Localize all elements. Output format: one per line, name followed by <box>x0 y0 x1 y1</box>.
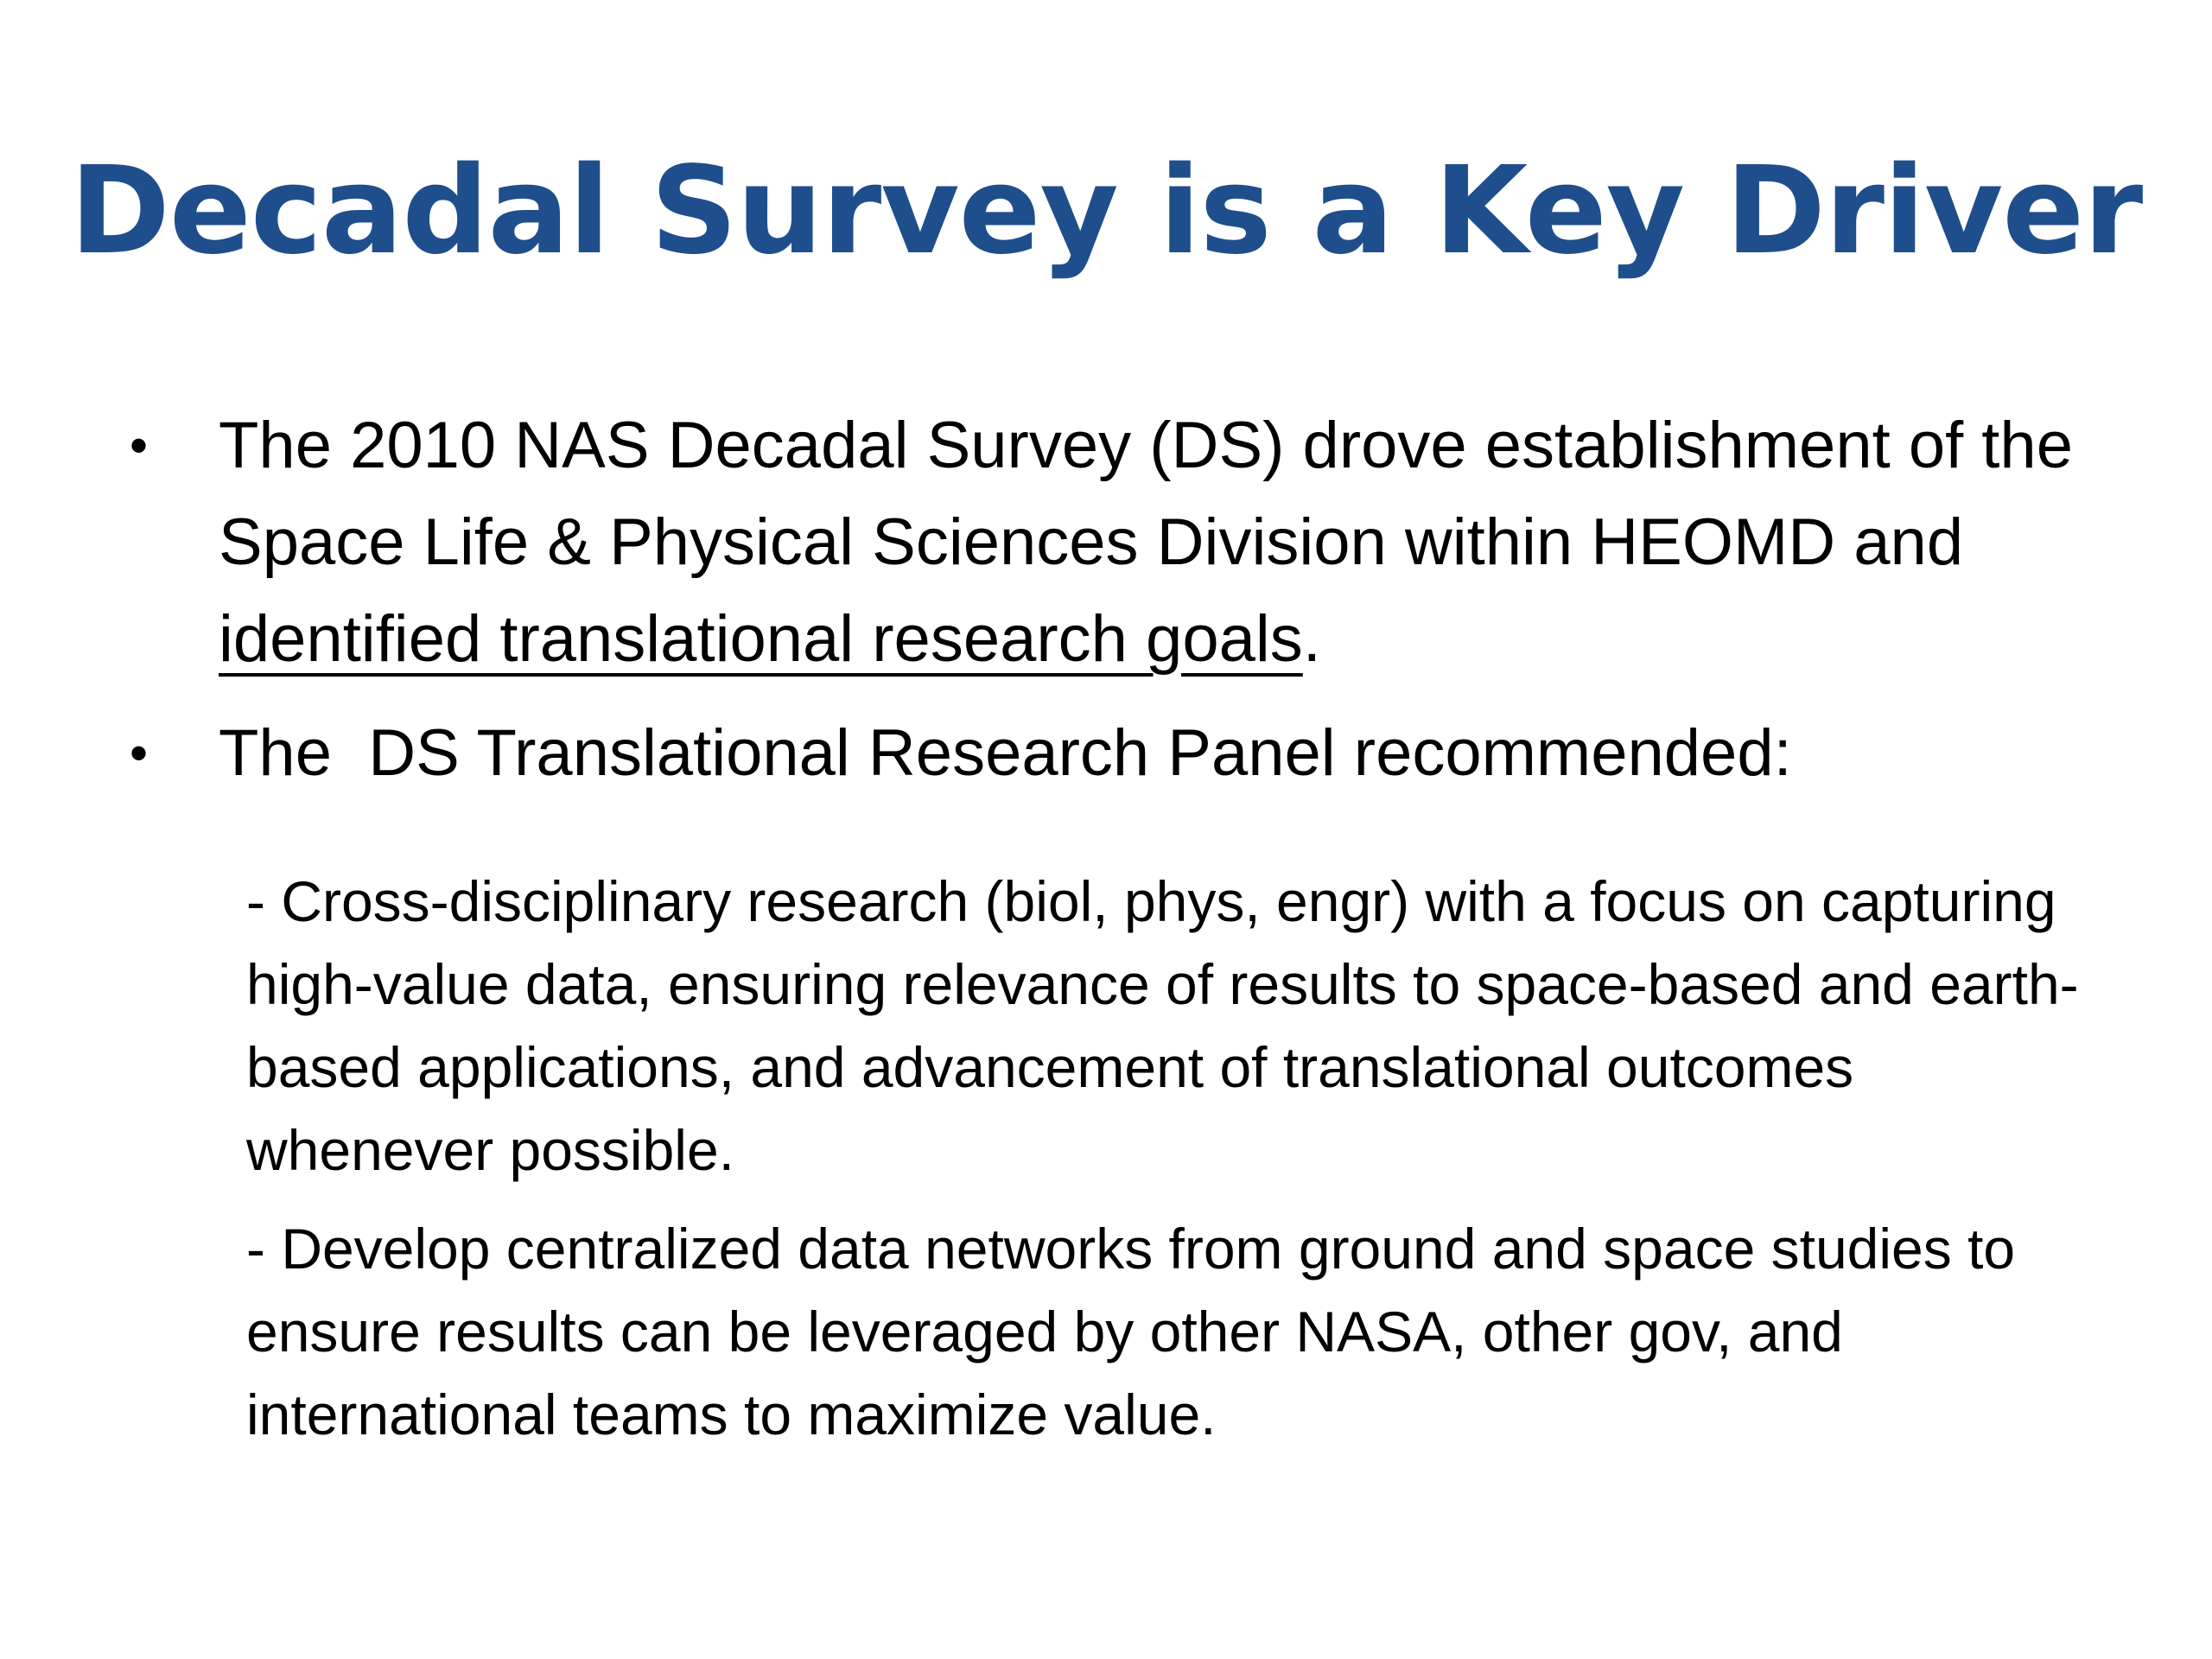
sub-point-list <box>246 860 2104 1456</box>
underlined-phrase: identified translational research goals <box>219 602 1303 676</box>
bullet-marker: • <box>130 724 149 782</box>
bullet-text-end: . <box>1302 602 1321 676</box>
bullet-marker: • <box>130 416 149 474</box>
bullet-list <box>130 397 2082 802</box>
sub-point-cross-disciplinary: - Cross-disciplinary research (biol, phys, engr) with a focus on capturing high-value data, ensuring relevance of results to space-based and earth-based applications, and advancement of translational outcomes whenever possible. <box>246 869 2079 1182</box>
bullet-item-panel-recommended <box>130 705 2082 802</box>
sub-point-data-networks: - Develop centralized data networks from ground and space studies to ensure results can be leveraged by other NASA, other gov, and international teams to maximize value. <box>246 1217 2016 1446</box>
bullet-text-start: The 2010 NAS Decadal Survey (DS) drove establishment of the Space Life & Physical Sciences Division within HEOMD and <box>219 409 2073 579</box>
bullet-text: The DS Translational Research Panel recommended: <box>219 716 1792 790</box>
slide-title: Decadal Survey is a Key Driver <box>69 141 2143 282</box>
bullet-item-ds-establishment <box>130 397 2082 688</box>
